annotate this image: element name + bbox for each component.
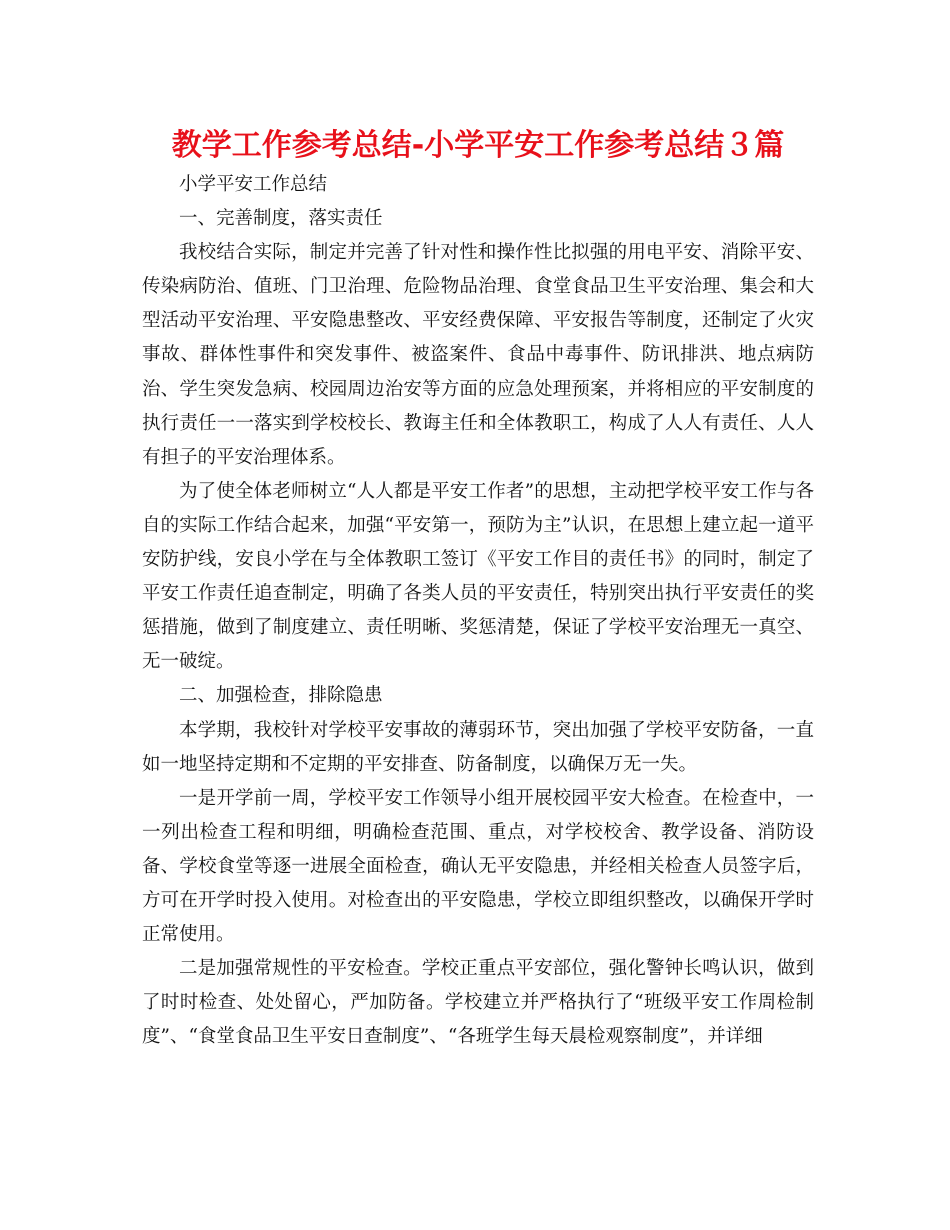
paragraph: 二是加强常规性的平安检查。学校正重点平安部位，强化警钟长鸣认识，做到了时时检查、处处留心，严加防备。学校建立并严格执行了“班级平安工作周检制度”、“食堂食品卫生平安日查制度”、“各班学生每天晨检观察制度”，并详细 <box>142 958 814 1048</box>
document-body <box>142 168 814 1054</box>
document-page <box>142 124 814 1054</box>
paragraph: 我校结合实际，制定并完善了针对性和操作性比拟强的用电平安、消除平安、传染病防治、值班、门卫治理、危险物品治理、食堂食品卫生平安治理、集会和大型活动平安治理、平安隐患整改、平安经费保障、平安报告等制度，还制定了火灾事故、群体性事件和突发事件、被盗案件、食品中毒事件、防讯排洪、地点病防治、学生突发急病、校园周边治安等方面的应急处理预案，并将相应的平安制度的执行责任一一落实到学校校长、教诲主任和全体教职工，构成了人人有责任、人人有担子的平安治理体系。 <box>142 242 814 468</box>
paragraph: 本学期，我校针对学校平安事故的薄弱环节，突出加强了学校平安防备，一直如一地坚持定期和不定期的平安排查、防备制度，以确保万无一失。 <box>142 719 814 775</box>
paragraph: 为了使全体老师树立“人人都是平安工作者”的思想，主动把学校平安工作与各自的实际工作结合起来，加强“平安第一，预防为主”认识，在思想上建立起一道平安防护线，安良小学在与全体教职工签订《平安工作目的责任书》的同时，制定了平安工作责任追查制定，明确了各类人员的平安责任，特别突出执行平安责任的奖惩措施，做到了制度建立、责任明晰、奖惩清楚，保证了学校平安治理无一真空、无一破绽。 <box>142 480 814 673</box>
section-heading: 二、加强检查，排除隐患 <box>179 685 383 707</box>
section-heading: 一、完善制度，落实责任 <box>179 208 383 230</box>
paragraph: 一是开学前一周，学校平安工作领导小组开展校园平安大检查。在检查中，一一列出检查工程和明细，明确检查范围、重点，对学校校舍、教学设备、消防设备、学校食堂等逐一进展全面检查，确认无平安隐患，并经相关检查人员签字后，方可在开学时投入使用。对检查出的平安隐患，学校立即组织整改，以确保开学时正常使用。 <box>142 787 814 946</box>
document-subtitle: 小学平安工作总结 <box>179 174 328 195</box>
document-title: 教学工作参考总结-小学平安工作参考总结３篇 <box>171 128 785 163</box>
